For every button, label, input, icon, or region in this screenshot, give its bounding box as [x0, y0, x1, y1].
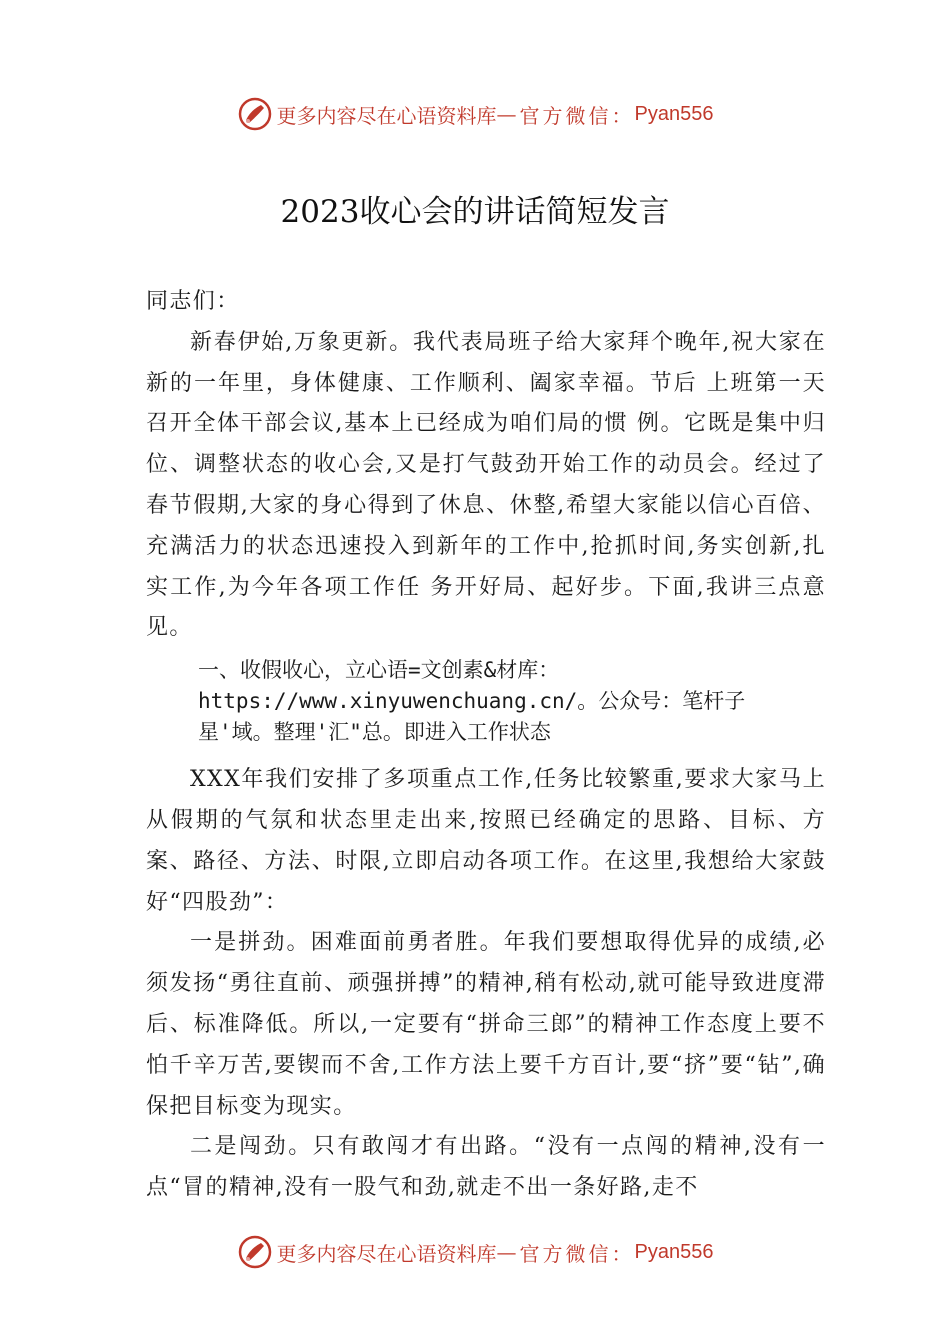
- salutation: 同志们：: [146, 289, 240, 314]
- paragraph-4: 二是闯劲。只有敢闯才有出路。“没有一点闯的精神,没有一点“冒的精神,没有一股气和劲,就走不出一条好路,走不: [146, 1134, 826, 1201]
- watermark-text: 更多内容尽在心语资料库: [276, 103, 497, 128]
- watermark-wechat-label: 官方微信：: [519, 103, 635, 128]
- pen-seal-logo-icon: [237, 96, 273, 132]
- watermark-wechat-id: Pyan556: [634, 102, 714, 125]
- watermark-text: 更多内容尽在心语资料库: [276, 1241, 497, 1266]
- watermark-wechat-label: 官方微信：: [519, 1241, 635, 1266]
- watermark-banner-top: [0, 94, 950, 134]
- paragraph-2: XXX年我们安排了多项重点工作,任务比较繁重,要求大家马上从假期的气氛和状态里走出来,按照已经确定的思路、目标、方案、路径、方法、时限,立即启动各项工作。在这里,我想给大家鼓好“四股劲”：: [146, 767, 826, 915]
- watermark-dash: —: [496, 102, 520, 126]
- pen-seal-logo-icon: [237, 1234, 273, 1270]
- watermark-wechat-id: Pyan556: [634, 1240, 714, 1263]
- watermark-dash: —: [496, 1240, 520, 1264]
- paragraph-3: 一是拼劲。困难面前勇者胜。年我们要想取得优异的成绩,必须发扬“勇往直前、顽强拼搏”的精神,稍有松动,就可能导致进度滞后、标准降低。所以,一定要有“拼命三郎”的精神工作态度上要不怕千辛万苦,要锲而不舍,工作方法上要千方百计,要“挤”要“钻”,确保把目标变为现实。: [146, 930, 826, 1119]
- paragraph-1: 新春伊始,万象更新。我代表局班子给大家拜个晚年,祝大家在新的一年里，身体健康、工作顺利、阖家幸福。节后 上班第一天召开全体干部会议,基本上已经成为咱们局的惯 例。它既是集中归位、调整状态的收心会,又是打气鼓劲开始工作的动员会。经过了春节假期,大家的身心得到了休息、休整,希望大家能以信心百倍、充满活力的状态迅速投入到新年的工作中,抢抓时间,务实创新,扎实工作,为今年各项工作任 务开好局、起好步。下面,我讲三点意见。: [146, 329, 826, 641]
- document-body: [146, 282, 826, 1209]
- watermark-banner-bottom: [0, 1232, 950, 1272]
- document-title: 2023收心会的讲话简短发言: [280, 194, 670, 230]
- section-heading-1: 一、收假收心，立心语=文创素&材库：https://www.xinyuwenchuang.cn/。公众号：笔杆子星'域。整理'汇"总。即进入工作状态: [198, 658, 746, 745]
